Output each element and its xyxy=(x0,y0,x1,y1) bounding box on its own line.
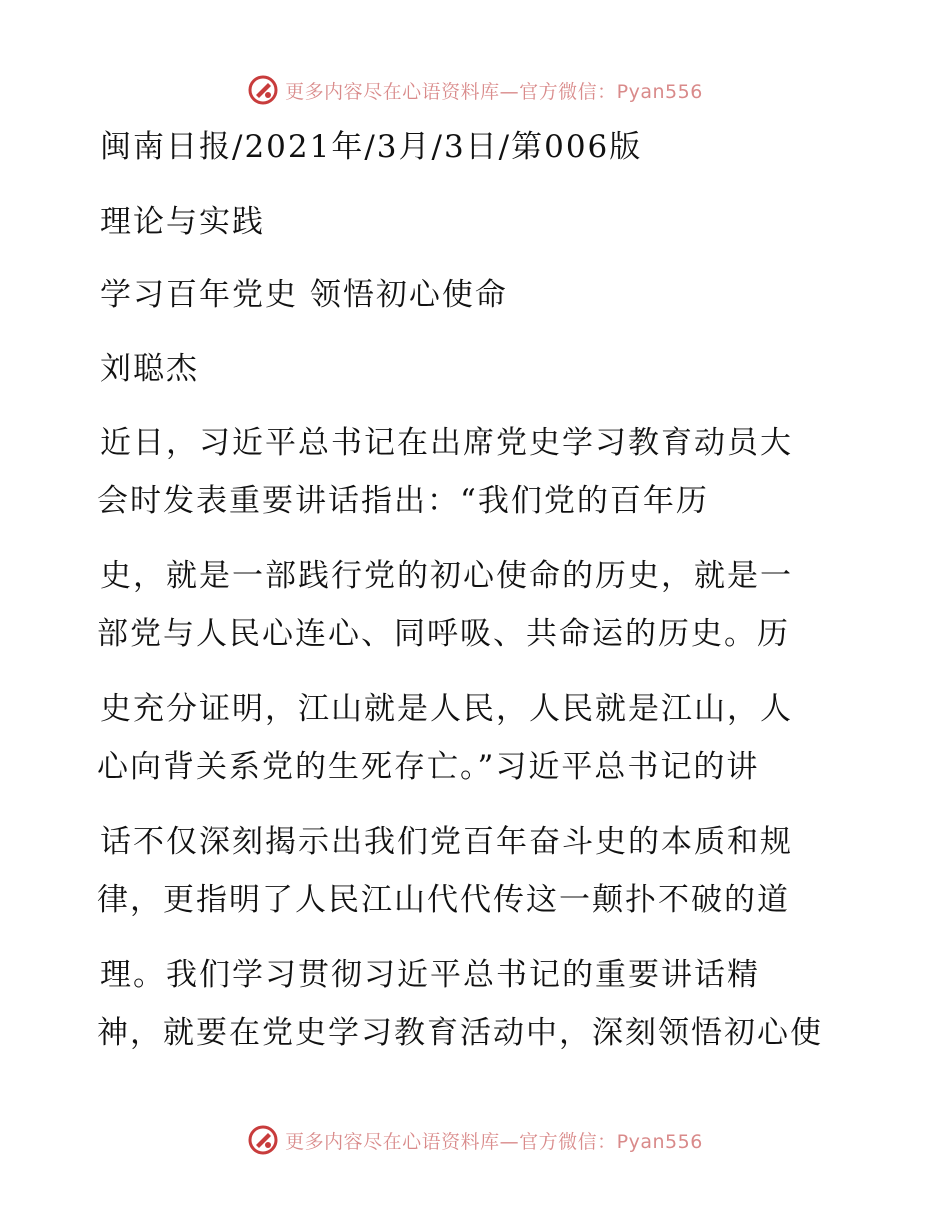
watermark-footer xyxy=(0,1120,950,1160)
paragraph-line: 史充分证明，江山就是人民，人民就是江山，人 xyxy=(100,691,793,727)
watermark-text: 更多内容尽在心语资料库—官方微信：Pyan556 xyxy=(285,80,703,103)
paragraph-line: 心向背关系党的生死存亡。”习近平总书记的讲 xyxy=(97,749,760,785)
watermark-header xyxy=(0,70,950,110)
paragraph-line: 理。我们学习贯彻习近平总书记的重要讲话精 xyxy=(100,957,760,993)
paragraph-line: 律，更指明了人民江山代代传这一颠扑不破的道 xyxy=(97,882,790,918)
paragraph-line: 部党与人民心连心、同呼吸、共命运的历史。历 xyxy=(97,616,790,652)
article-title: 学习百年党史 领悟初心使命 xyxy=(100,277,508,313)
paragraph-line: 神，就要在党史学习教育活动中，深刻领悟初心使 xyxy=(97,1015,823,1051)
brand-logo-icon xyxy=(247,1124,279,1156)
publication-info: 闽南日报/2021年/3月/3日/第006版 xyxy=(100,129,643,165)
paragraph-line: 近日，习近平总书记在出席党史学习教育动员大 xyxy=(100,425,793,461)
column-name: 理论与实践 xyxy=(100,204,265,240)
paragraph-line: 话不仅深刻揭示出我们党百年奋斗史的本质和规 xyxy=(100,824,793,860)
watermark-text: 更多内容尽在心语资料库—官方微信：Pyan556 xyxy=(285,1130,703,1153)
paragraph-line: 史，就是一部践行党的初心使命的历史，就是一 xyxy=(100,558,793,594)
paragraph-line: 会时发表重要讲话指出：“我们党的百年历 xyxy=(97,483,709,519)
article-author: 刘聪杰 xyxy=(100,351,199,387)
brand-logo-icon xyxy=(247,74,279,106)
